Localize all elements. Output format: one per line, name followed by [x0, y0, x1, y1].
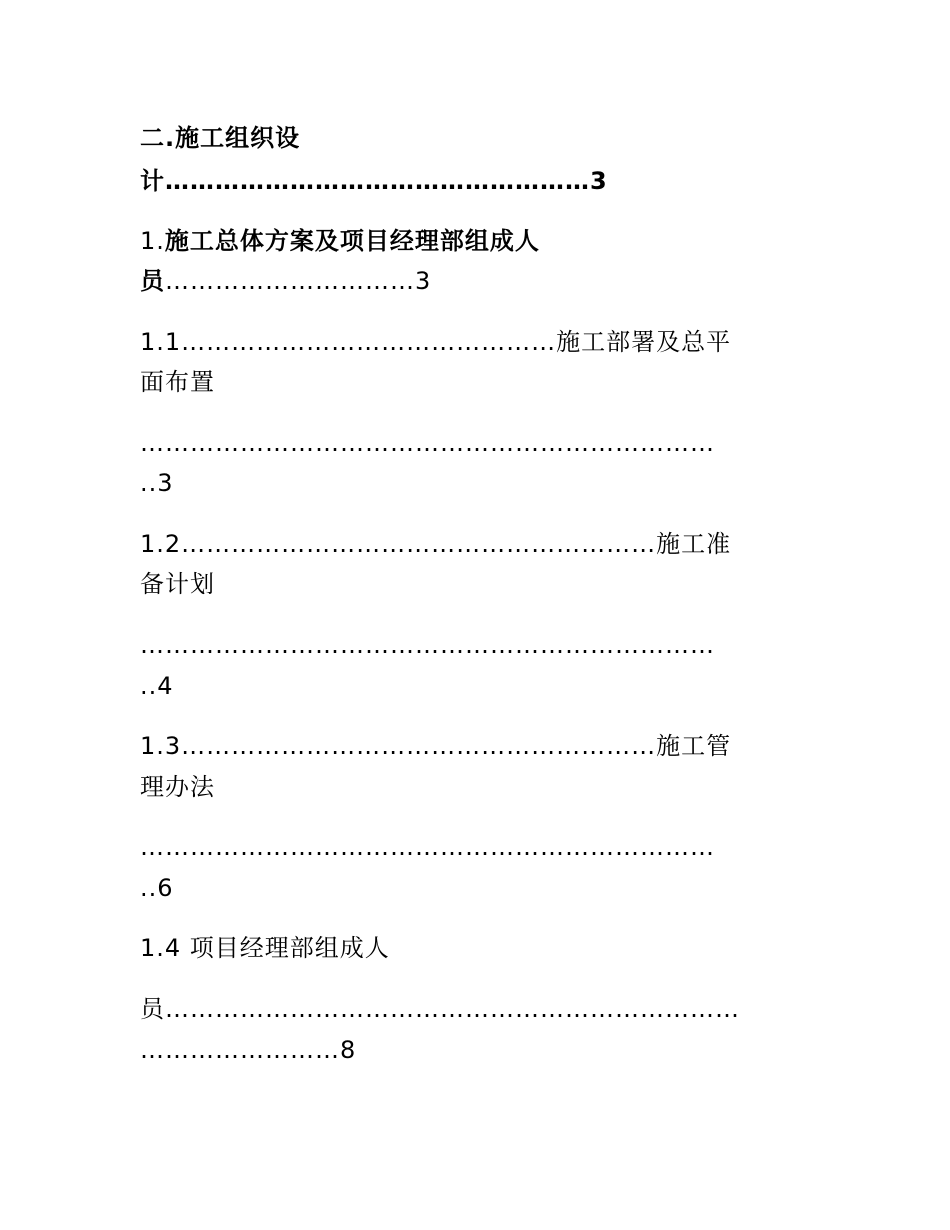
toc-entry-1-3-title-end[interactable]: 理办法 [140, 773, 215, 801]
toc-chapter2-leader[interactable]: 计……………………………………………3 [140, 167, 608, 195]
toc-entry-1-1-page[interactable]: ..3 [140, 469, 174, 497]
toc-entry-1-2-leader[interactable]: …………………………………………………………… [140, 631, 715, 659]
toc-entry-1-4-leader[interactable]: 员…………………………………………………………… [140, 995, 740, 1023]
toc-entry-1-3-leader[interactable]: …………………………………………………………… [140, 833, 715, 861]
toc-entry-1-1-title[interactable]: 1.1………………………………………施工部署及总平 [140, 328, 732, 356]
toc-entry-1-4-page[interactable]: ……………………8 [140, 1036, 357, 1064]
toc-entry-1-2-title[interactable]: 1.2…………………………………………………施工准 [140, 530, 732, 558]
toc-entry-1-number: 1. [140, 227, 165, 255]
toc-entry-1-title-text: 施工总体方案及项目经理部组成人 [164, 227, 540, 255]
toc-entry-1-1-title-end[interactable]: 面布置 [140, 368, 215, 396]
toc-entry-1-3-page[interactable]: ..6 [140, 874, 174, 902]
toc-entry-1-title[interactable] [140, 226, 540, 256]
toc-entry-1-2-title-end[interactable]: 备计划 [140, 570, 215, 598]
toc-chapter2-title[interactable]: 二.施工组织设 [140, 124, 301, 152]
toc-entry-1-page: …………………………3 [165, 267, 432, 295]
toc-entry-1-3-title[interactable]: 1.3…………………………………………………施工管 [140, 732, 732, 760]
toc-entry-1-leader[interactable] [140, 266, 431, 296]
toc-entry-1-1-leader[interactable]: …………………………………………………………… [140, 429, 715, 457]
toc-entry-1-2-page[interactable]: ..4 [140, 672, 174, 700]
toc-entry-1-title-end: 员 [140, 267, 165, 295]
toc-entry-1-4-title[interactable]: 1.4 项目经理部组成人 [140, 934, 390, 962]
